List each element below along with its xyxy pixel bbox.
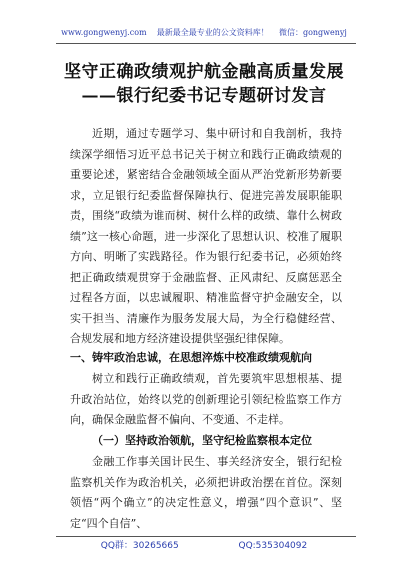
document-subtitle: ——银行纪委书记专题研讨发言 (81, 86, 327, 106)
footer-contact (0, 541, 408, 552)
footer-divider (56, 536, 356, 537)
header-wechat: 微信：gongwenyj (278, 28, 347, 37)
footer-qq-number: QQ:535304092 (238, 541, 308, 551)
header-banner (0, 28, 408, 38)
body-paragraph-section1: 树立和践行正确政绩观，首先要筑牢思想根基、提升政治站位，始终以党的创新理论引领纪检监察工作方向，确保金融监督不偏向、不变通、不走样。 (70, 372, 342, 426)
body-paragraph-subsection1: 金融工作事关国计民生、事关经济安全，银行纪检监察机关作为政治机关，必须把讲政治摆在首位。深刻领悟“两个确立”的决定性意义，增强“四个意识”、坚定“四个自信”、 (70, 455, 342, 530)
subsection-heading-1: （一）坚持政治领航，坚守纪检监察根本定位 (92, 434, 312, 447)
document-title: 坚守正确政绩观护航金融高质量发展 (64, 62, 344, 82)
body-paragraph-intro: 近期，通过专题学习、集中研讨和自我剖析，我持续深学细悟习近平总书记关于树立和践行正确政绩观的重要论述，紧密结合金融领域全面从严治党新形势新要求，立足银行纪委监督保障执行、促进完善发展职能职责，围绕“政绩为谁而树、树什么样的政绩、靠什么树政绩”这一核心命题，进一步深化了思想认识、校准了履职方向、明晰了实践路径。作为银行纪委书记，必须始终把正确政绩观贯穿于金融监督、正风肃纪、反腐惩恶全过程各方面，以忠诚履职、精准监督守护金融安全，以实干担当、清廉作为服务发展大局，为全行稳健经营、合规发展和地方经济建设提供坚强纪律保障。 (70, 127, 342, 345)
header-divider (56, 43, 356, 44)
header-slogan: 最新最全最专业的公文资料库！ (156, 28, 269, 37)
section-heading-1: 一、铸牢政治忠诚，在思想淬炼中校准政绩观航向 (70, 351, 312, 364)
header-site-link[interactable]: www.gongwenyj.com (61, 28, 147, 37)
footer-qq-group: QQ群：30265665 (100, 541, 179, 551)
